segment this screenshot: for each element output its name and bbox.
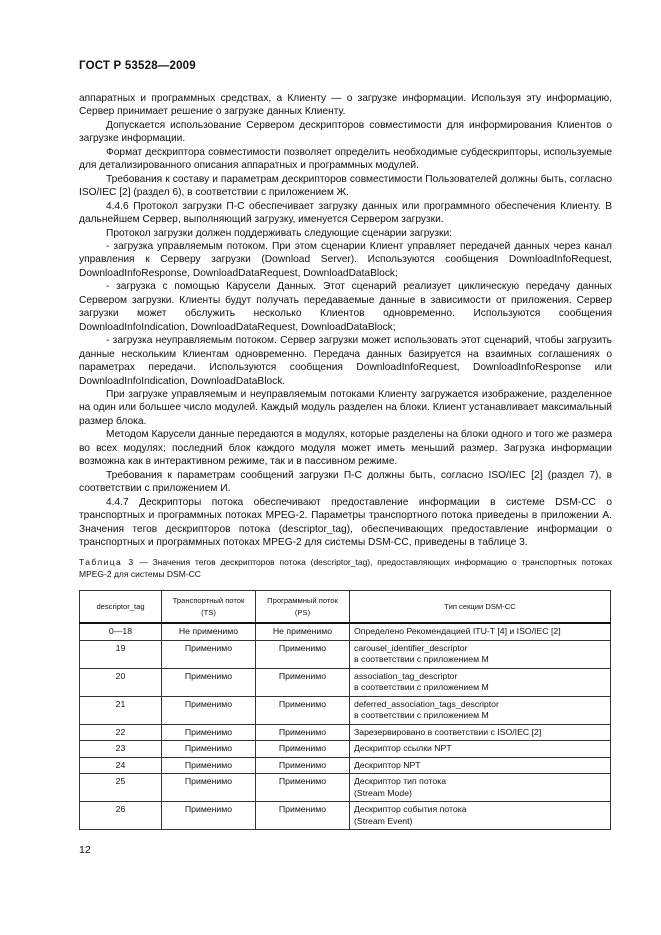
header-transport-stream: Транспортный поток (TS) — [162, 591, 256, 624]
cell-type-line: Дескриптор события потока — [354, 804, 467, 814]
cell-ts: Применимо — [162, 640, 256, 668]
cell-tag: 19 — [80, 640, 162, 668]
cell-type — [350, 774, 611, 802]
cell-ts: Не применимо — [162, 623, 256, 640]
cell-type: Зарезервировано в соответствии с ISO/IEC [2] — [350, 724, 611, 741]
cell-ps: Применимо — [256, 802, 350, 830]
paragraph: - загрузка неуправляемым потоком. Сервер загрузки может использовать этот сценарий, чтобы загрузить данные нескольким Клиентам одновременно. Передача данных базируется на взаимных соглашениях о параметрах передачи. Используются сообщения DownloadInfoRequest, DownloadInfoResponse или DownloadInfoIndication, DownloadDataBlock. — [79, 335, 612, 387]
cell-tag: 23 — [80, 741, 162, 758]
cell-type-line: в соответствии с приложением М — [354, 682, 489, 692]
paragraph: 4.4.7 Дескрипторы потока обеспечивают предоставление информации в системе DSM-CC о транспортных и программных потоках MPEG-2. Параметры транспортного потока приведены в приложении А. Значения тегов дескрипторов потока (descriptor_tag), обеспечивающих предоставление информации о транспортных и программных потоках MPEG-2 для системы DSM-CC, приведены в таблице 3. — [79, 496, 612, 548]
table-row — [80, 774, 611, 802]
standard-header: ГОСТ Р 53528—2009 — [79, 60, 196, 72]
cell-type-line: (Stream Event) — [354, 815, 413, 826]
cell-tag: 25 — [80, 774, 162, 802]
cell-type-line: в соответствии с приложением М — [354, 710, 489, 720]
cell-tag: 26 — [80, 802, 162, 830]
cell-ps: Применимо — [256, 724, 350, 741]
cell-ts: Применимо — [162, 696, 256, 724]
cell-type-line: (Stream Mode) — [354, 787, 412, 798]
paragraph: Формат дескриптора совместимости позволяет определить необходимые субдескрипторы, используемые для детализированного описания аппаратных и программных модулей. — [79, 146, 612, 172]
cell-ts: Применимо — [162, 668, 256, 696]
cell-ps: Применимо — [256, 696, 350, 724]
table-caption — [79, 556, 612, 580]
cell-type: Определено Рекомендацией ITU-T [4] и ISO/IEC [2] — [350, 623, 611, 640]
cell-ts: Применимо — [162, 741, 256, 758]
cell-type-line: deferred_association_tags_descriptor — [354, 698, 499, 709]
cell-tag: 22 — [80, 724, 162, 741]
body-text — [79, 92, 612, 549]
table-row — [80, 640, 611, 668]
cell-type-line: Дескриптор тип потока — [354, 776, 447, 786]
descriptor-tag-table — [79, 590, 611, 830]
table-row — [80, 724, 611, 741]
header-section-type: Тип секции DSM-CC — [350, 591, 611, 624]
paragraph: - загрузка управляемым потоком. При этом сценарии Клиент управляет передачей данных через канал управления к Серверу загрузки (Download Server). Используются сообщения DownloadInfoRequest, DownloadInfoResponse, DownloadDataRequest, DownloadDataBlock; — [79, 240, 612, 279]
table-row — [80, 668, 611, 696]
cell-tag: 20 — [80, 668, 162, 696]
cell-ts: Применимо — [162, 774, 256, 802]
cell-tag: 0—18 — [80, 623, 162, 640]
cell-tag: 24 — [80, 757, 162, 774]
cell-type-line: association_tag_descriptor — [354, 670, 458, 681]
cell-type: Дескриптор NPT — [350, 757, 611, 774]
cell-ps: Применимо — [256, 757, 350, 774]
table-row — [80, 696, 611, 724]
header-program-stream: Программный поток (PS) — [256, 591, 350, 624]
table-caption-text: — Значения тегов дескрипторов потока (descriptor_tag), предоставляющих информацию о транспортных потоках MPEG-2 для системы DSM-CC — [79, 557, 612, 579]
table-row — [80, 741, 611, 758]
paragraph: аппаратных и программных средствах, а Клиенту — о загрузке информации. Используя эту информацию, Сервер принимает решение о загрузке данных Клиенту. — [79, 93, 612, 118]
cell-ps: Применимо — [256, 668, 350, 696]
paragraph: При загрузке управляемым и неуправляемым потоками Клиенту загружается изображение, разделенное на один или большее число модулей. Каждый модуль разделен на блоки. Клиент устанавливает максимальный размер блока. — [79, 388, 612, 427]
paragraph: Допускается использование Сервером дескрипторов совместимости для информирования Клиентов о загрузке информации. — [79, 119, 612, 145]
cell-type — [350, 640, 611, 668]
cell-type: Дескриптор ссылки NPT — [350, 741, 611, 758]
cell-type-line: в соответствии с приложением М — [354, 654, 489, 664]
cell-ts: Применимо — [162, 802, 256, 830]
paragraph: Протокол загрузки должен поддерживать следующие сценарии загрузки: — [106, 227, 452, 239]
paragraph: Требования к составу и параметрам дескрипторов совместимости Пользователей должны быть, согласно ISO/IEC [2] (раздел 6), в соответствии с приложением Ж. — [79, 173, 612, 199]
paragraph: 4.4.6 Протокол загрузки П-С обеспечивает загрузку данных или программного обеспечения Клиенту. В дальнейшем Сервер, выполняющий загрузку, именуется Сервером загрузки. — [79, 200, 612, 226]
cell-tag: 21 — [80, 696, 162, 724]
cell-type — [350, 802, 611, 830]
cell-ps: Применимо — [256, 741, 350, 758]
paragraph: - загрузка с помощью Карусели Данных. Этот сценарий реализует циклическую передачу данных Сервером загрузки. Клиенты будут получать передаваемые данные в зависимости от приложения. Сервер загрузки может обслужить несколько Клиентов одновременно. Используются сообщения DownloadInfoIndication, DownloadDataRequest, DownloadDataBlock; — [79, 281, 612, 333]
cell-ps: Применимо — [256, 774, 350, 802]
cell-type — [350, 696, 611, 724]
cell-ps: Применимо — [256, 640, 350, 668]
header-descriptor-tag: descriptor_tag — [80, 591, 162, 624]
table-caption-label: Таблица 3 — [79, 557, 135, 567]
paragraph: Требования к параметрам сообщений загрузки П-С должны быть, согласно ISO/IEC [2] (раздел 7), в соответствии с приложением И. — [79, 469, 612, 495]
cell-type — [350, 668, 611, 696]
table-header-row — [80, 591, 611, 624]
paragraph: Методом Карусели данные передаются в модулях, которые разделены на блоки одного и того же размера во всех модулях; последний блок каждого модуля может иметь меньший размер. Загрузка информации возможна как в интерактивном режиме, так и в пассивном режиме. — [79, 429, 612, 468]
cell-ps: Не применимо — [256, 623, 350, 640]
table-row — [80, 623, 611, 640]
page-number: 12 — [79, 844, 91, 856]
cell-ts: Применимо — [162, 757, 256, 774]
cell-type-line: carousel_identifier_descriptor — [354, 642, 468, 653]
cell-ts: Применимо — [162, 724, 256, 741]
table-row — [80, 757, 611, 774]
table-row — [80, 802, 611, 830]
